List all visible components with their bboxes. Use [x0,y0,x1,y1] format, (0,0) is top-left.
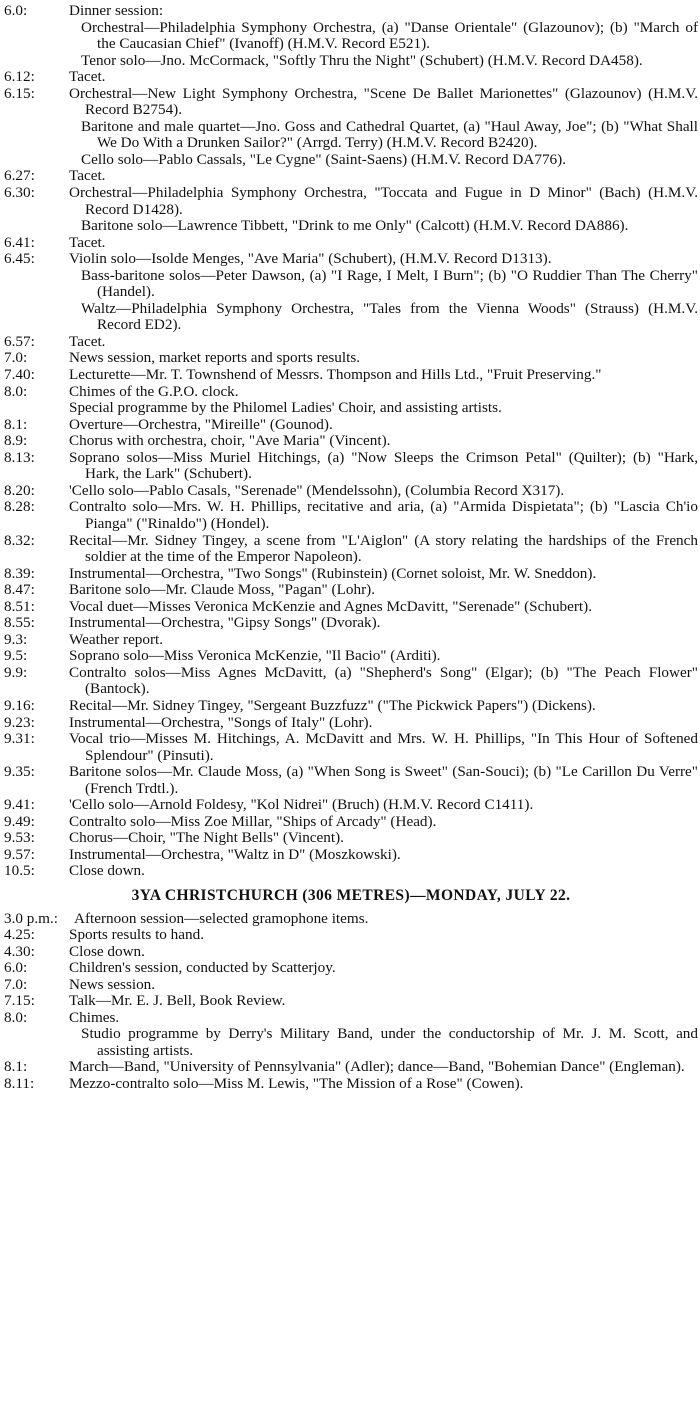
entry-time: 4.30: [4,942,35,960]
programme-entry [4,977,698,994]
programme-entry [4,764,698,797]
entry-time: 4.25: [4,926,35,944]
entry-text: Weather report. [69,630,164,648]
entry-time: 9.35: [4,763,35,781]
entry-time: 10.5: [4,862,35,880]
programme-entry [4,334,698,351]
entry-text: Children's session, conducted by Scatterjoy. [69,959,336,977]
entry-text: Chimes. [69,1008,120,1026]
programme-entry [4,1026,698,1059]
entry-text: Vocal duet—Misses Veronica McKenzie and Agnes McDavitt, "Serenade" (Schubert). [69,597,593,615]
entry-time: 9.5: [4,647,28,665]
programme-entry [4,566,698,583]
entry-time: 9.31: [4,730,35,748]
entry-time: 9.3: [4,630,28,648]
entry-time: 6.0: [4,2,28,19]
entry-time: 8.0: [4,382,28,400]
programme-entry [4,268,698,301]
entry-time: 3.0 p.m.: [4,909,59,927]
entry-text: Special programme by the Philomel Ladies' Choir, and assisting artists. [69,399,502,417]
programme-entry [4,863,698,880]
entry-text: Tacet. [69,68,106,86]
programme-entry [4,533,698,566]
entry-time: 8.1: [4,1058,28,1076]
entry-text: Instrumental—Orchestra, "Two Songs" (Rubinstein) (Cornet soloist, Mr. W. Sneddon). [69,564,597,582]
programme-entry [4,86,698,119]
entry-text: Contralto solo—Miss Zoe Millar, "Ships of Arcady" (Head). [69,812,437,830]
entry-time: 8.9: [4,432,28,450]
entry-text: Talk—Mr. E. J. Bell, Book Review. [69,992,286,1010]
entry-text: Contralto solos—Miss Agnes McDavitt, (a) "Shepherd's Song" (Elgar); (b) "The Peach Flower" (Bantock). [69,663,698,698]
entry-text: 'Cello solo—Arnold Foldesy, "Kol Nidrei" (Bruch) (H.M.V. Record C1411). [69,796,534,814]
programme-entry [4,301,698,334]
programme-entry [4,927,698,944]
entry-text: Tacet. [69,233,106,251]
entry-time: 8.13: [4,448,35,466]
programme-entry [4,499,698,532]
entry-text: Recital—Mr. Sidney Tingey, "Sergeant Buzzfuzz" ("The Pickwick Papers") (Dickens). [69,696,596,714]
entry-text: Close down. [69,862,145,880]
programme-entry [4,830,698,847]
entry-text: 'Cello solo—Pablo Casals, "Serenade" (Mendelssohn), (Columbia Record X317). [69,481,565,499]
entry-text: Contralto solo—Mrs. W. H. Phillips, recitative and aria, (a) "Armida Dispietata"; (b) "Lascia Ch'io Pianga" ("Rinaldo") (Hondel). [69,498,698,532]
programme-entry [4,582,698,599]
entry-text: Tenor solo—Jno. McCormack, "Softly Thru the Night" (Schubert) (H.M.V. Record DA458). [81,51,643,69]
entry-text: Baritone solo—Mr. Claude Moss, "Pagan" (Lohr). [69,581,375,599]
programme-entry [4,1010,698,1027]
programme-entry [4,417,698,434]
entry-time: 9.57: [4,845,35,863]
entry-time: 6.12: [4,68,35,86]
entry-text: Sports results to hand. [69,926,204,944]
entry-text: News session, market reports and sports results. [69,349,361,367]
entry-text: Tacet. [69,167,106,185]
entry-time: 8.0: [4,1008,28,1026]
entry-time: 8.47: [4,581,35,599]
entry-text: Close down. [69,942,145,960]
programme-entry [4,168,698,185]
entry-time: 7.0: [4,349,28,367]
entry-time: 9.23: [4,713,35,731]
entry-time: 6.41: [4,233,35,251]
entry-time: 8.32: [4,531,35,549]
programme-entry [4,235,698,252]
entry-time: 6.27: [4,167,35,185]
entry-time: 6.15: [4,84,35,102]
entry-text: Soprano solos—Miss Muriel Hitchings, (a) "Now Sleeps the Crimson Petal" (Quilter); (b) "Hark, Hark, the Lark" (Schubert). [69,448,698,483]
programme-entry [4,119,698,152]
programme-entry [4,615,698,632]
entry-text: Baritone and male quartet—Jno. Goss and Cathedral Quartet, (a) "Haul Away, Joe"; (b) "What Shall We Do With a Drunken Sailor?" (Arrgd. Terry) (H.M.V. Record B2420). [81,117,698,152]
programme-entry [4,731,698,764]
programme-entry [4,715,698,732]
entry-time: 7.15: [4,992,35,1010]
programme-entry [4,20,698,53]
entry-text: Cello solo—Pablo Cassals, "Le Cygne" (Saint-Saens) (H.M.V. Record DA776). [81,150,566,168]
entry-text: Lecturette—Mr. T. Townshend of Messrs. Thompson and Hills Ltd., "Fruit Preserving." [69,366,602,384]
entry-text: March—Band, "University of Pennsylvania" (Adler); dance—Band, "Bohemian Dance" (Engleman). [69,1058,685,1076]
programme-entry [4,1076,698,1093]
entry-text: Vocal trio—Misses M. Hitchings, A. McDavitt and Mrs. W. H. Phillips, "In This Hour of Softened Splendour" (Pinsuti). [69,730,698,764]
programme-entry [4,53,698,70]
programme-entry [4,1059,698,1076]
programme-entry [4,367,698,384]
entry-text: Baritone solos—Mr. Claude Moss, (a) "When Song is Sweet" (San-Souci); (b) "Le Carillon Du Verre" (French Trdtl.). [69,763,698,797]
programme-entry [4,648,698,665]
programme-entry [4,3,698,20]
programme-entry [4,251,698,268]
entry-text: Orchestral—New Light Symphony Orchestra, "Scene De Ballet Marionettes" (Glazounov) (H.M.V. Record B2754). [69,84,698,119]
entry-text: Chorus with orchestra, choir, "Ave Maria" (Vincent). [69,432,391,450]
programme-entry [4,993,698,1010]
programme-entry [4,960,698,977]
programme-entry [4,69,698,86]
entry-text: Chimes of the G.P.O. clock. [69,382,239,400]
programme-entry [4,350,698,367]
entry-text: Waltz—Philadelphia Symphony Orchestra, "Tales from the Vienna Woods" (Strauss) (H.M.V. Record ED2). [81,299,698,334]
entry-time: 6.57: [4,332,35,350]
entry-time: 6.0: [4,959,28,977]
entry-text: Mezzo-contralto solo—Miss M. Lewis, "The Mission of a Rose" (Cowen). [69,1075,524,1092]
entry-text: Instrumental—Orchestra, "Songs of Italy" (Lohr). [69,713,373,731]
entry-text: Studio programme by Derry's Military Band, under the conductorship of Mr. J. M. Scott, and assisting artists. [81,1025,698,1059]
programme-entry [4,911,698,928]
entry-time: 8.20: [4,481,35,499]
entry-text: Afternoon session—selected gramophone items. [74,909,369,927]
programme-entry [4,632,698,649]
section-heading: 3YA CHRISTCHURCH (306 METRES)—MONDAY, JULY 22. [131,886,571,904]
entry-text: Dinner session: [69,2,164,19]
programme-entry [4,433,698,450]
entry-text: Instrumental—Orchestra, "Waltz in D" (Moszkowski). [69,845,401,863]
programme-entry [4,185,698,218]
entry-time: 6.30: [4,184,35,202]
programme-entry [4,400,698,417]
entry-text: News session. [69,975,156,993]
entry-time: 8.11: [4,1075,35,1092]
dunedin-programme-section [4,3,698,880]
programme-entry [4,384,698,401]
entry-time: 6.45: [4,250,35,268]
entry-time: 9.9: [4,663,28,681]
entry-time: 8.51: [4,597,35,615]
entry-text: Chorus—Choir, "The Night Bells" (Vincent). [69,829,344,847]
programme-entry [4,814,698,831]
entry-time: 9.16: [4,696,35,714]
entry-time: 8.1: [4,415,28,433]
programme-entry [4,152,698,169]
entry-text: Instrumental—Orchestra, "Gipsy Songs" (Dvorak). [69,614,381,632]
programme-entry [4,218,698,235]
entry-text: Baritone solo—Lawrence Tibbett, "Drink to me Only" (Calcott) (H.M.V. Record DA886). [81,217,629,235]
entry-time: 8.28: [4,498,35,516]
christchurch-programme-section [4,911,698,1093]
entry-text: Overture—Orchestra, "Mireille" (Gounod). [69,415,333,433]
programme-entry [4,665,698,698]
entry-text: Recital—Mr. Sidney Tingey, a scene from "L'Aiglon" (A story relating the hardships of the French soldier at the time of the Emperor Napoleon). [69,531,698,566]
entry-time: 9.53: [4,829,35,847]
entry-text: Soprano solo—Miss Veronica McKenzie, "Il Bacio" (Arditi). [69,647,441,665]
programme-entry [4,847,698,864]
entry-time: 9.49: [4,812,35,830]
entry-time: 8.55: [4,614,35,632]
entry-text: Orchestral—Philadelphia Symphony Orchestra, "Toccata and Fugue in D Minor" (Bach) (H.M.V. Record D1428). [69,184,698,218]
entry-text: Orchestral—Philadelphia Symphony Orchestra, (a) "Danse Orientale" (Glazounov); (b) "March of the Caucasian Chief" (Ivanoff) (H.M.V. Record E521). [81,18,698,53]
entry-time: 7.0: [4,975,28,993]
entry-text: Bass-baritone solos—Peter Dawson, (a) "I Rage, I Melt, I Burn"; (b) "O Ruddier Than The Cherry" (Handel). [81,266,698,301]
programme-entry [4,797,698,814]
entry-time: 9.41: [4,796,35,814]
entry-time: 7.40: [4,366,35,384]
programme-entry [4,599,698,616]
programme-entry [4,450,698,483]
programme-entry [4,698,698,715]
entry-text: Tacet. [69,332,106,350]
programme-entry [4,483,698,500]
programme-entry [4,944,698,961]
entry-text: Violin solo—Isolde Menges, "Ave Maria" (Schubert), (H.M.V. Record D1313). [69,250,552,268]
entry-time: 8.39: [4,564,35,582]
